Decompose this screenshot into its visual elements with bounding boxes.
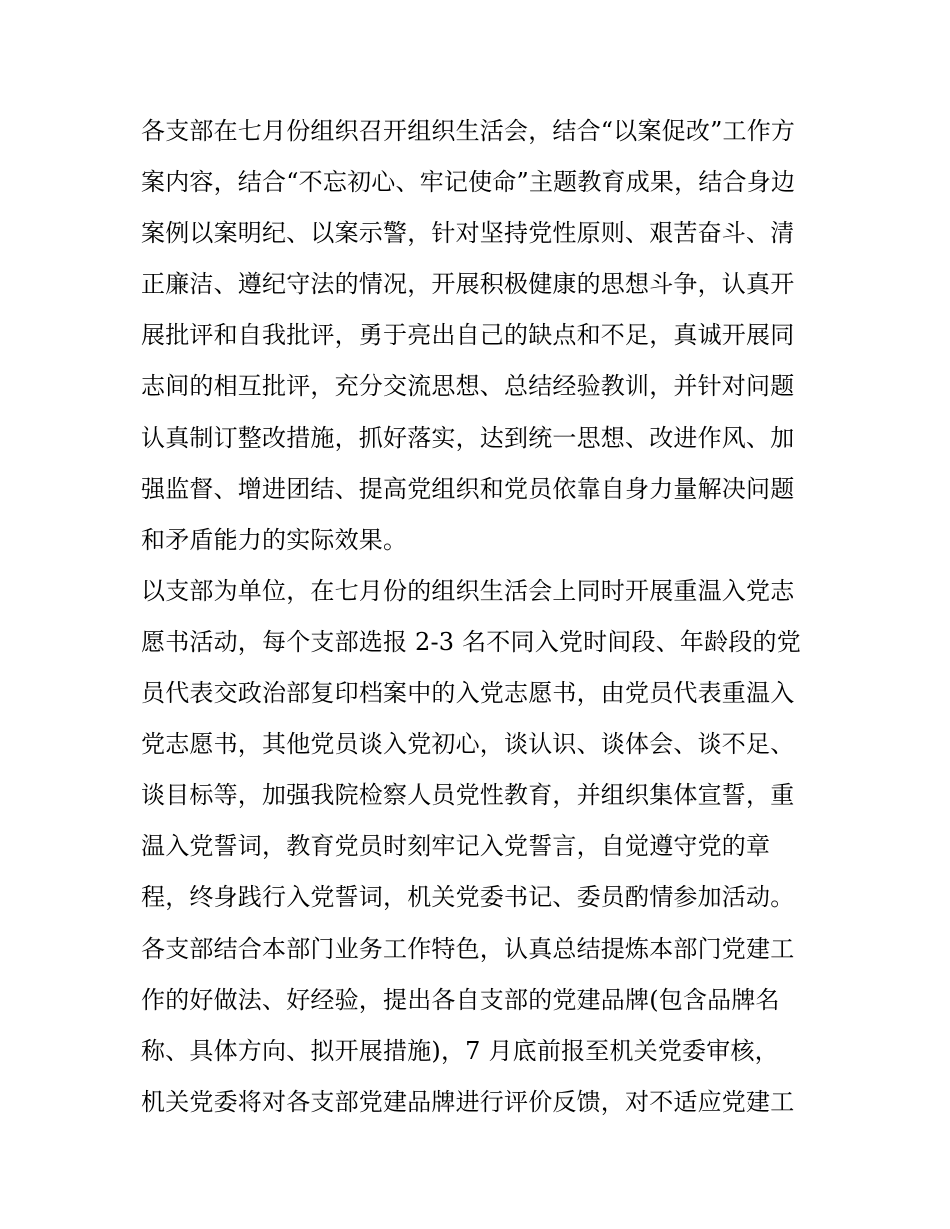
text-line: 温入党誓词，教育党员时刻牢记入党誓言，自觉遵守党的章 (141, 832, 771, 861)
text-line: 案内容，结合“不忘初心、牢记使命”主题教育成果，结合身边 (141, 168, 796, 197)
text-line: 员代表交政治部复印档案中的入党志愿书，由党员代表重温入 (141, 679, 795, 708)
text-line: 强监督、增进团结、提高党组织和党员依靠自身力量解决问题 (141, 474, 795, 503)
text-line: 机关党委将对各支部党建品牌进行评价反馈，对不适应党建工 (141, 1087, 795, 1116)
text-line: 案例以案明纪、以案示警，针对坚持党性原则、艰苦奋斗、清 (141, 219, 795, 248)
text-line: 各支部结合本部门业务工作特色，认真总结提炼本部门党建工 (141, 934, 795, 963)
text-line: 志间的相互批评，充分交流思想、总结经验教训，并针对问题 (141, 372, 795, 401)
text-line: 谈目标等，加强我院检察人员党性教育，并组织集体宣誓，重 (141, 781, 795, 810)
text-line: 称、具体方向、拟开展措施)，7 月底前报至机关党委审核， (141, 1036, 779, 1065)
text-line: 认真制订整改措施，抓好落实，达到统一思想、改进作风、加 (141, 423, 795, 452)
text-line: 党志愿书，其他党员谈入党初心，谈认识、谈体会、谈不足、 (141, 730, 795, 759)
body-text (141, 106, 831, 1128)
text-line: 正廉洁、遵纪守法的情况，开展积极健康的思想斗争，认真开 (141, 270, 795, 299)
text-line: 以支部为单位，在七月份的组织生活会上同时开展重温入党志 (141, 576, 795, 605)
text-line: 和矛盾能力的实际效果。 (141, 525, 408, 554)
text-line: 各支部在七月份组织召开组织生活会，结合“以案促改”工作方 (141, 117, 796, 145)
text-line: 程，终身践行入党誓词，机关党委书记、委员酌情参加活动。 (141, 883, 795, 912)
text-line: 愿书活动，每个支部选报 2-3 名不同入党时间段、年龄段的党 (141, 627, 801, 656)
text-line: 作的好做法、好经验，提出各自支部的党建品牌(包含品牌名 (141, 985, 780, 1014)
text-line: 展批评和自我批评，勇于亮出自己的缺点和不足，真诚开展同 (141, 321, 795, 350)
